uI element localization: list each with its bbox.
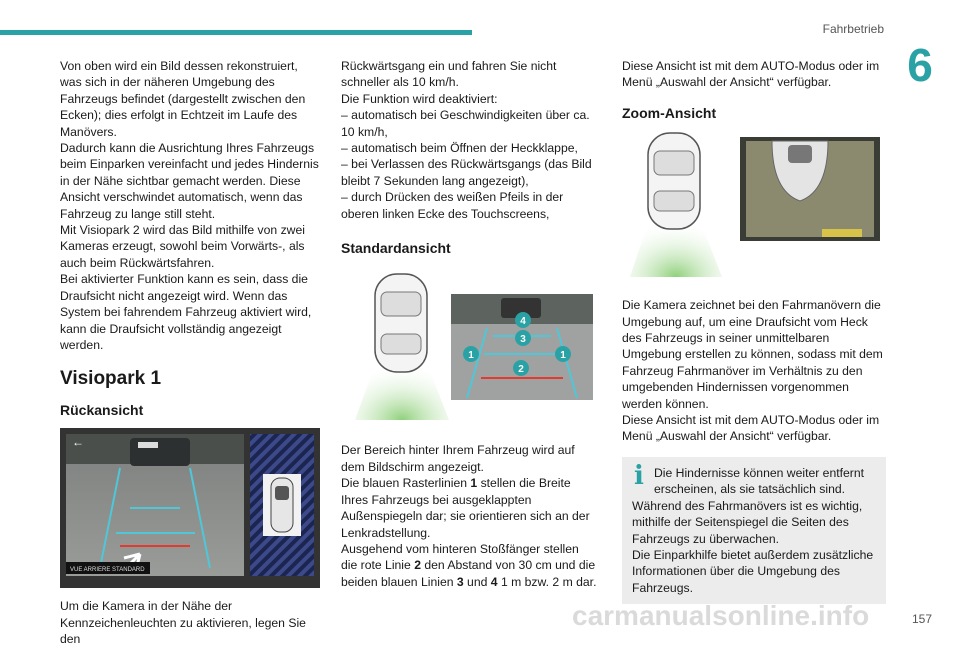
info-box — [622, 457, 886, 604]
info-first-text: Die Hindernisse können weiter entfernt erscheinen, als sie tatsächlich sind. — [654, 465, 865, 497]
column-2 — [341, 58, 597, 590]
rear-view-screen-illustration — [60, 428, 320, 588]
header-accent-bar — [0, 30, 472, 35]
column-1 — [60, 58, 322, 647]
marker-1-left — [463, 346, 479, 362]
marker-1-right — [555, 346, 571, 362]
svg-text:4: 4 — [520, 316, 526, 328]
zoom-view-illustration — [622, 131, 886, 287]
chapter-number: 6 — [907, 39, 933, 91]
col2-body-text: Der Bereich hinter Ihrem Fahrzeug wird auf dem Bildschirm angezeigt. Die blauen Rasterlinien 1 stellen die Breite Ihres Fahrzeugs bei ausgeklappten Außenspiegeln dar; sie orientieren sich an der Lenkradstellung. Ausgehend vom hinteren Stoßfänger stellen die rote Linie 2 den Abstand von 30 cm und die beiden blauen Linien 3 und 4 1 m bzw. 2 m dar. — [341, 443, 597, 589]
ref-4: 4 — [490, 574, 498, 589]
page-number: 157 — [911, 612, 932, 626]
col2-intro-text: Rückwärtsgang ein und fahren Sie nicht schneller als 10 km/h. Die Funktion wird deaktiviert: – automatisch bei Geschwindigkeiten über ca. 10 km/h, – automatisch beim Öffnen der Heckklappe, – bei Verlassen des Rückwärtsgangs (das Bild bleibt 7 Sekunden lang angezeigt), – durch Drücken des weißen Pfeils in der oberen linken Ecke des Touchscreens, — [341, 59, 592, 221]
ref-1: 1 — [470, 476, 478, 491]
col3-body-text: Die Kamera zeichnet bei den Fahrmanövern die Umgebung auf, um eine Draufsicht vom Heck des Fahrzeugs in seiner unmittelbaren Umgebung erstellen zu können, sodass mit dem Fahrzeug Fahrmanöver im Verhältnis zu den umgebenden Hindernissen vorgenommen werden können. Diese Ansicht ist mit dem AUTO-Modus oder im Menü „Auswahl der Ansicht“ verfügbar. — [622, 298, 883, 444]
info-rest-text: Während des Fahrmanövers ist es wichtig, mithilfe der Seitenspiegel die Seiten des Fahrzeugs zu überwachen. Die Einparkhilfe bietet außerdem zusätzliche Informationen über die Umgebung des Fahrzeugs. — [632, 498, 874, 595]
visiopark-heading: Visiopark 1 — [60, 368, 162, 390]
car-top-view-icon — [648, 133, 700, 229]
section-title: Fahrbetrieb — [822, 22, 884, 36]
svg-text:3: 3 — [520, 334, 526, 346]
ref-3: 3 — [456, 574, 464, 589]
standard-view-heading: Standardansicht — [341, 240, 451, 257]
zoom-view-heading: Zoom-Ansicht — [622, 104, 717, 121]
marker-4 — [515, 312, 531, 328]
zoom-camera-screen — [740, 137, 880, 241]
svg-text:2: 2 — [518, 364, 524, 376]
standard-view-illustration — [341, 270, 597, 430]
ref-2: 2 — [414, 558, 421, 573]
col1-outro-text: Um die Kamera in der Nähe der Kennzeichenleuchten zu aktivieren, legen Sie den — [60, 599, 306, 646]
column-3 — [622, 58, 886, 604]
marker-3 — [515, 330, 531, 346]
marker-2 — [513, 360, 529, 376]
rear-camera-screen — [60, 428, 320, 588]
car-top-view-icon — [375, 274, 427, 372]
svg-text:←: ← — [72, 435, 84, 450]
col3-intro-text: Diese Ansicht ist mit dem AUTO-Modus oder im Menü „Auswahl der Ansicht“ verfügbar. — [622, 59, 880, 90]
svg-text:1: 1 — [560, 350, 566, 362]
watermark: carmanualsonline.info — [572, 600, 870, 631]
info-icon: i — [634, 460, 644, 491]
col1-intro-text: Von oben wird ein Bild dessen rekonstruiert, was sich in der näheren Umgebung des Fahrzeugs befindet (dargestellt zwischen den Ecken); dies erfolgt in Echtzeit im Laufe des Manövers. Dadurch kann die Ausrichtung Ihres Fahrzeugs beim Einparken vereinfacht und jedes Hindernis in der Nähe sichtbar gemacht werden. Diese Ansicht verschwindet automatisch, wenn das Fahrzeug zu lange still steht. Mit Visiopark 2 wird das Bild mithilfe von zwei Kameras erzeugt, sowohl beim Vorwärts-, als auch beim Rückwärtsfahren. Bei aktivierter Funktion kann es sein, dass die Draufsicht nicht angezeigt wird. Wenn das System bei fahrendem Fahrzeug aktiviert wird, kann die Draufsicht vollständig angezeigt werden. — [60, 59, 319, 352]
svg-text:1: 1 — [468, 350, 474, 362]
rear-view-heading: Rückansicht — [60, 401, 144, 418]
screen-view-label: VUE ARRIERE STANDARD — [70, 567, 145, 574]
